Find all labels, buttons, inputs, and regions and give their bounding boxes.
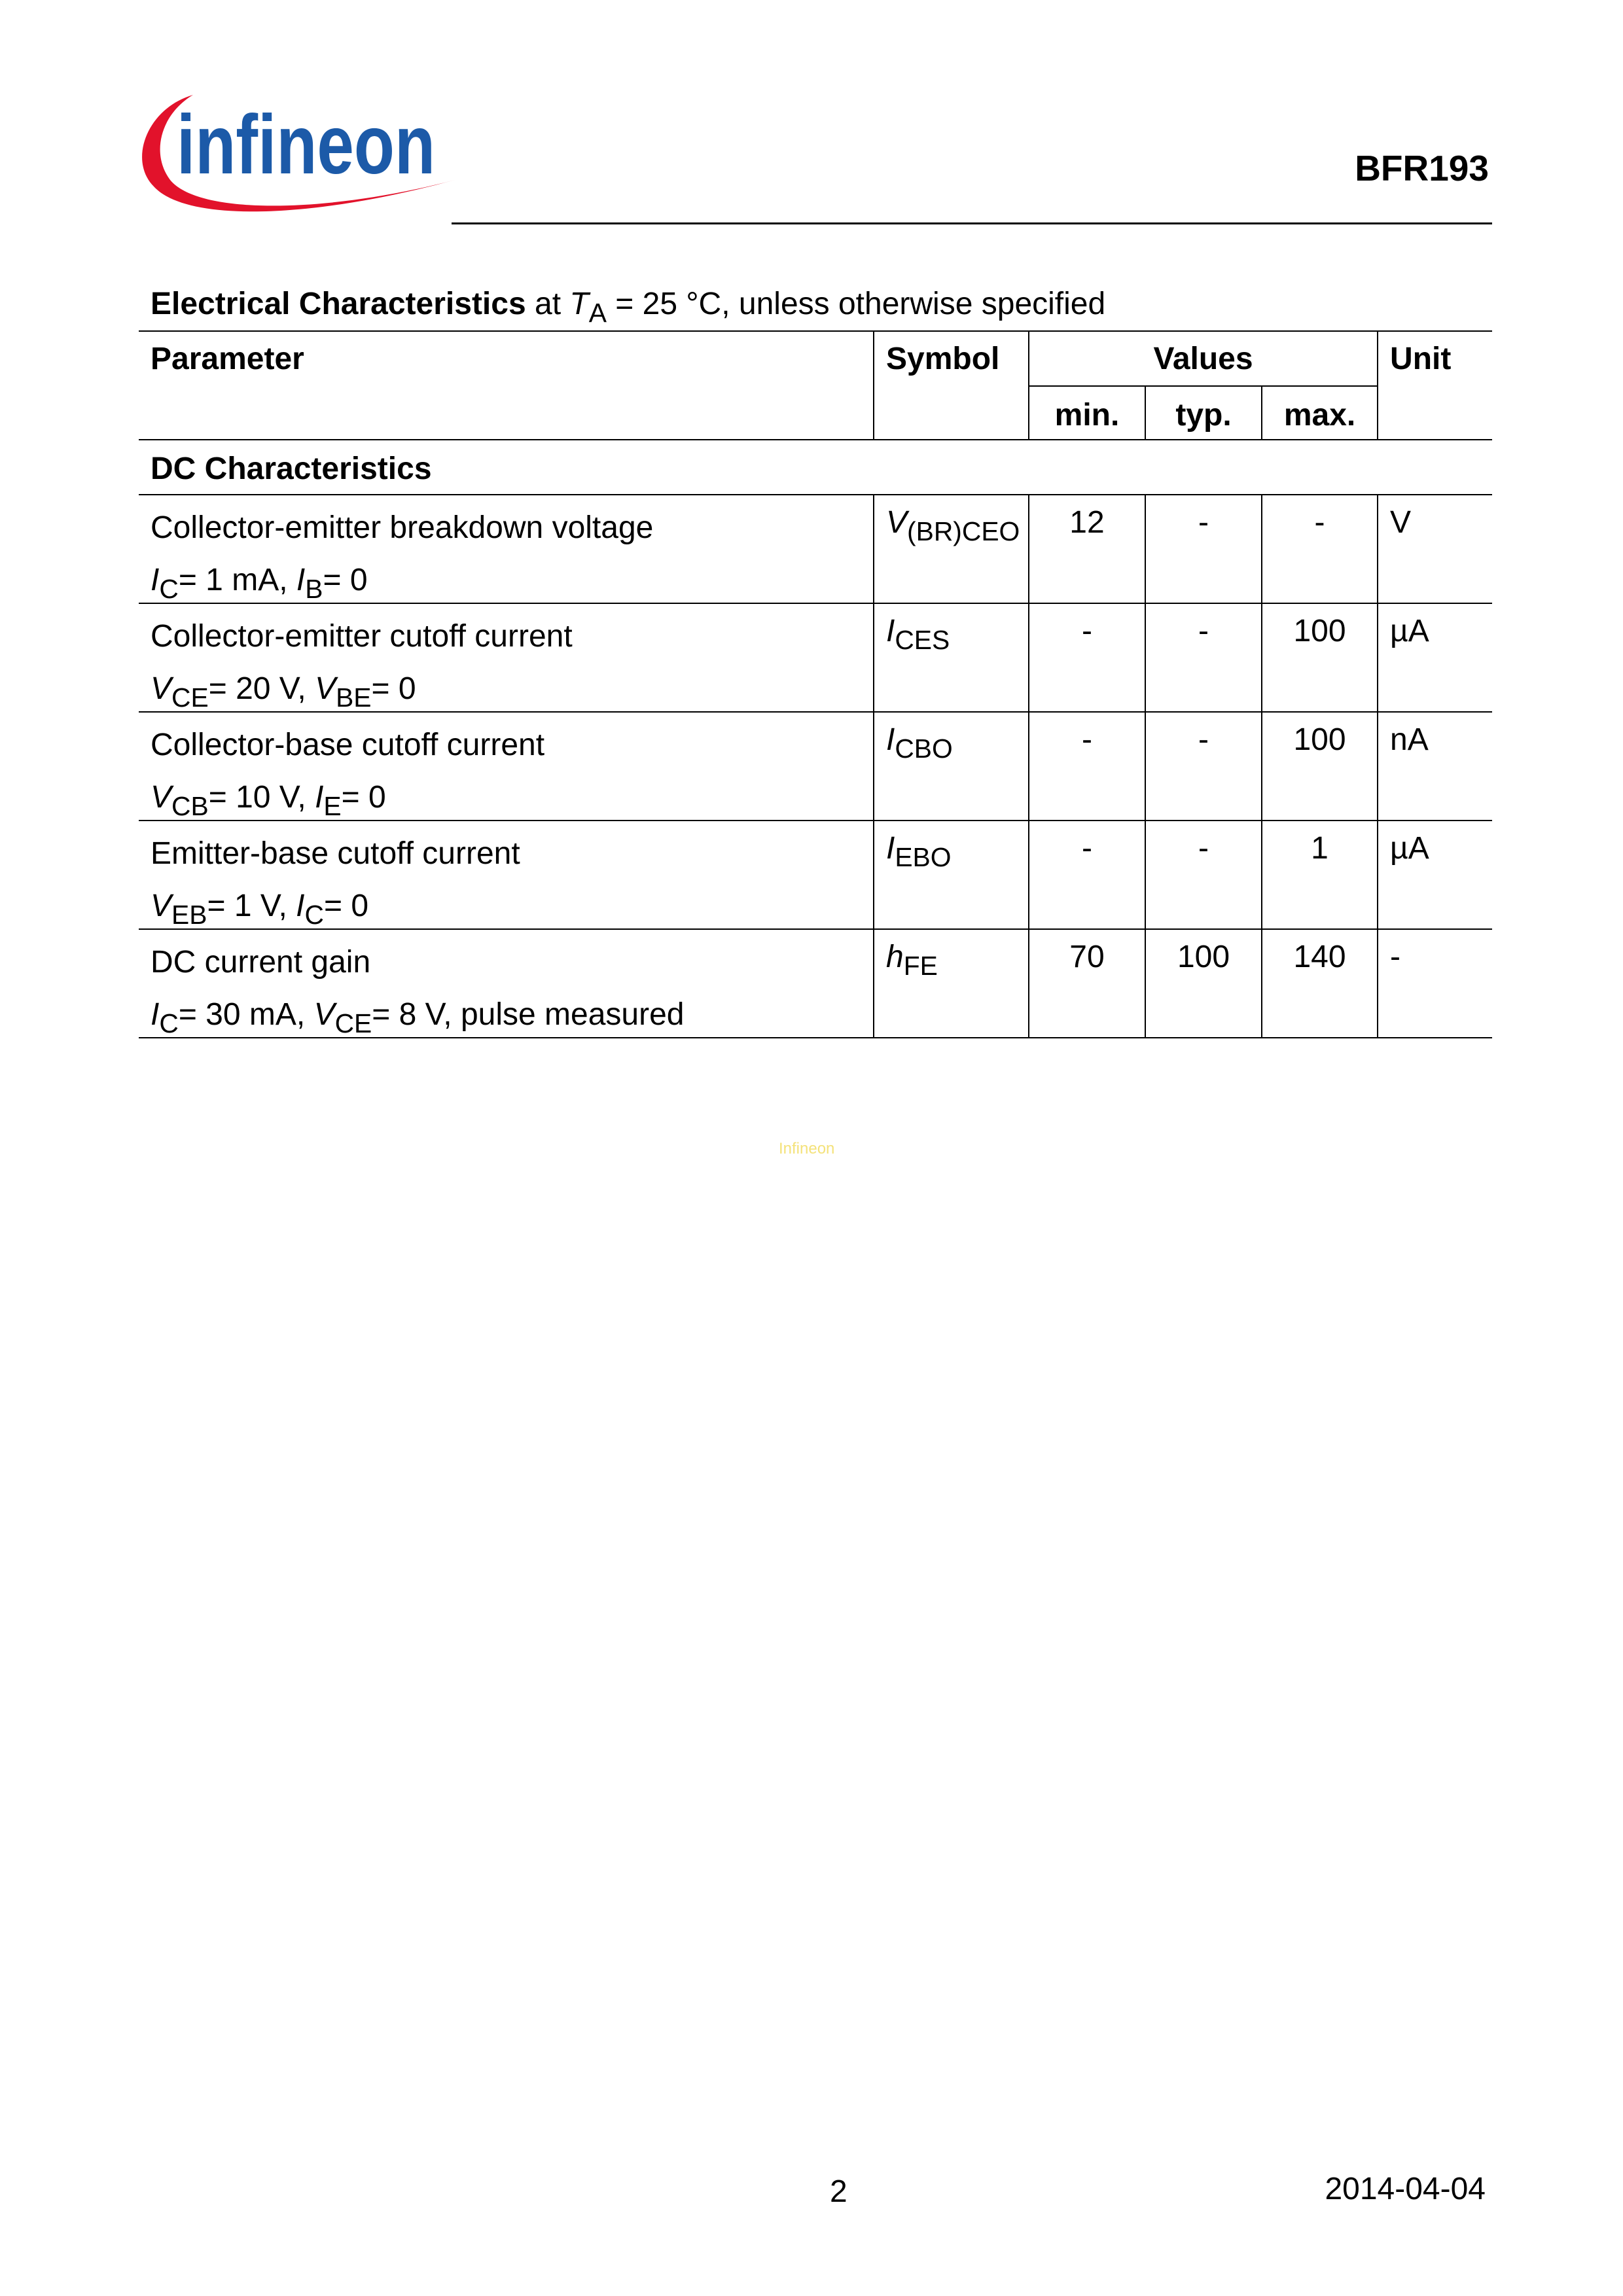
parameter-cell	[139, 603, 874, 712]
page-number: 2	[830, 2174, 847, 2209]
max-value: 100	[1293, 722, 1346, 757]
cond-var: I	[296, 889, 305, 923]
symbol-cell	[874, 929, 1029, 1038]
test-condition	[151, 887, 873, 930]
part-number: BFR193	[1355, 148, 1489, 188]
unit-cell	[1378, 929, 1492, 1038]
cond-value: = 0	[323, 889, 369, 923]
header-rule	[452, 222, 1492, 224]
typ-cell	[1145, 603, 1262, 712]
cond-value: = 30 mA,	[178, 997, 314, 1032]
parameter-cell	[139, 821, 874, 929]
cond-sub: C	[159, 1008, 179, 1039]
min-cell	[1029, 712, 1145, 821]
parameter-cell	[139, 495, 874, 603]
parameter-name: Collector-emitter breakdown voltage	[151, 510, 654, 545]
unit-value: µA	[1390, 831, 1429, 866]
table-row	[139, 929, 1492, 1038]
symbol-sub: FE	[903, 951, 938, 981]
min-value: -	[1082, 722, 1092, 757]
test-condition	[151, 778, 873, 822]
caption-temp-sub: A	[588, 298, 607, 328]
cond-sub: CB	[171, 791, 209, 822]
footer-date: 2014-04-04	[1325, 2172, 1486, 2206]
typ-value: -	[1198, 505, 1209, 540]
unit-cell	[1378, 495, 1492, 603]
symbol-var: I	[886, 722, 895, 757]
min-cell	[1029, 821, 1145, 929]
table-row	[139, 495, 1492, 603]
max-value: 100	[1293, 614, 1346, 648]
symbol-var: V	[886, 505, 908, 540]
symbol-cell	[874, 495, 1029, 603]
header-min: min.	[1029, 386, 1145, 440]
header-row	[139, 331, 1492, 386]
test-condition	[151, 561, 873, 605]
characteristics-table	[139, 330, 1492, 1038]
parameter-name: Collector-emitter cutoff current	[151, 619, 573, 654]
cond-sub: C	[304, 900, 324, 930]
cond-value: = 1 mA,	[178, 563, 296, 597]
cond-sub: BE	[336, 682, 372, 713]
parameter-cell	[139, 929, 874, 1038]
min-value: -	[1082, 831, 1092, 866]
min-value: 70	[1069, 940, 1105, 974]
typ-value: -	[1198, 722, 1209, 757]
typ-value: -	[1198, 831, 1209, 866]
symbol-cell	[874, 712, 1029, 821]
cond-value: = 0	[323, 563, 368, 597]
symbol-cell	[874, 821, 1029, 929]
typ-cell	[1145, 712, 1262, 821]
test-condition	[151, 995, 873, 1039]
typ-cell	[1145, 929, 1262, 1038]
parameter-name: Emitter-base cutoff current	[151, 836, 520, 871]
symbol-sub: (BR)CEO	[907, 516, 1020, 547]
header-parameter: Parameter	[139, 331, 874, 440]
cond-var: V	[151, 780, 172, 815]
max-value: 140	[1293, 940, 1346, 974]
characteristics-table-wrap	[139, 330, 1492, 1038]
symbol-var: h	[886, 940, 904, 974]
max-cell	[1262, 603, 1378, 712]
typ-cell	[1145, 495, 1262, 603]
unit-value: nA	[1390, 722, 1429, 757]
cond-value: = 0	[341, 780, 386, 815]
cond-sub: EB	[171, 900, 207, 930]
watermark: Infineon	[779, 1140, 835, 1157]
cond-var: I	[151, 563, 160, 597]
typ-value: -	[1198, 614, 1209, 648]
caption-title: Electrical Characteristics	[151, 287, 526, 321]
cond-var: I	[296, 563, 306, 597]
cond-sub: B	[305, 574, 323, 605]
max-cell	[1262, 821, 1378, 929]
header-max: max.	[1262, 386, 1378, 440]
table-caption	[151, 286, 1106, 328]
cond-value: = 8 V, pulse measured	[372, 997, 685, 1032]
typ-value: 100	[1177, 940, 1230, 974]
cond-var: V	[315, 671, 336, 706]
min-value: 12	[1069, 505, 1105, 540]
cond-var: I	[151, 997, 160, 1032]
table-row	[139, 603, 1492, 712]
caption-at: at	[535, 287, 562, 321]
logo-text: infineon	[177, 98, 435, 192]
parameter-name: DC current gain	[151, 945, 371, 980]
cond-var: V	[151, 889, 172, 923]
unit-cell	[1378, 712, 1492, 821]
cond-var: V	[313, 997, 335, 1032]
symbol-cell	[874, 603, 1029, 712]
header-unit: Unit	[1378, 331, 1492, 440]
symbol-sub: CES	[895, 625, 950, 656]
cond-value: = 1 V,	[207, 889, 296, 923]
symbol-var: I	[886, 831, 895, 866]
min-cell	[1029, 495, 1145, 603]
cond-value: = 10 V,	[208, 780, 315, 815]
caption-temp-symbol: T	[569, 287, 589, 321]
max-cell	[1262, 712, 1378, 821]
max-value: 1	[1311, 831, 1329, 866]
max-cell	[1262, 495, 1378, 603]
unit-value: V	[1390, 505, 1412, 540]
symbol-var: I	[886, 614, 895, 648]
header-values: Values	[1029, 331, 1378, 386]
header-typ: typ.	[1145, 386, 1262, 440]
cond-var: I	[315, 780, 324, 815]
parameter-name: Collector-base cutoff current	[151, 728, 545, 762]
section-title: DC Characteristics	[139, 440, 1492, 495]
cond-value: = 0	[371, 671, 416, 706]
table-row	[139, 821, 1492, 929]
infineon-logo	[134, 82, 455, 232]
cond-var: V	[151, 671, 172, 706]
min-value: -	[1082, 614, 1092, 648]
header-symbol: Symbol	[874, 331, 1029, 440]
section-row	[139, 440, 1492, 495]
unit-cell	[1378, 821, 1492, 929]
symbol-sub: CBO	[895, 733, 953, 764]
unit-value: -	[1390, 940, 1401, 974]
max-value: -	[1314, 505, 1325, 540]
unit-value: µA	[1390, 614, 1429, 648]
table-row	[139, 712, 1492, 821]
unit-cell	[1378, 603, 1492, 712]
min-cell	[1029, 929, 1145, 1038]
min-cell	[1029, 603, 1145, 712]
parameter-cell	[139, 712, 874, 821]
cond-sub: C	[159, 574, 179, 605]
cond-sub: CE	[171, 682, 209, 713]
test-condition	[151, 669, 873, 713]
cond-sub: E	[323, 791, 342, 822]
symbol-sub: EBO	[895, 842, 952, 873]
cond-value: = 20 V,	[208, 671, 315, 706]
cond-sub: CE	[334, 1008, 372, 1039]
caption-condition: = 25 °C, unless otherwise specified	[615, 287, 1106, 321]
max-cell	[1262, 929, 1378, 1038]
typ-cell	[1145, 821, 1262, 929]
